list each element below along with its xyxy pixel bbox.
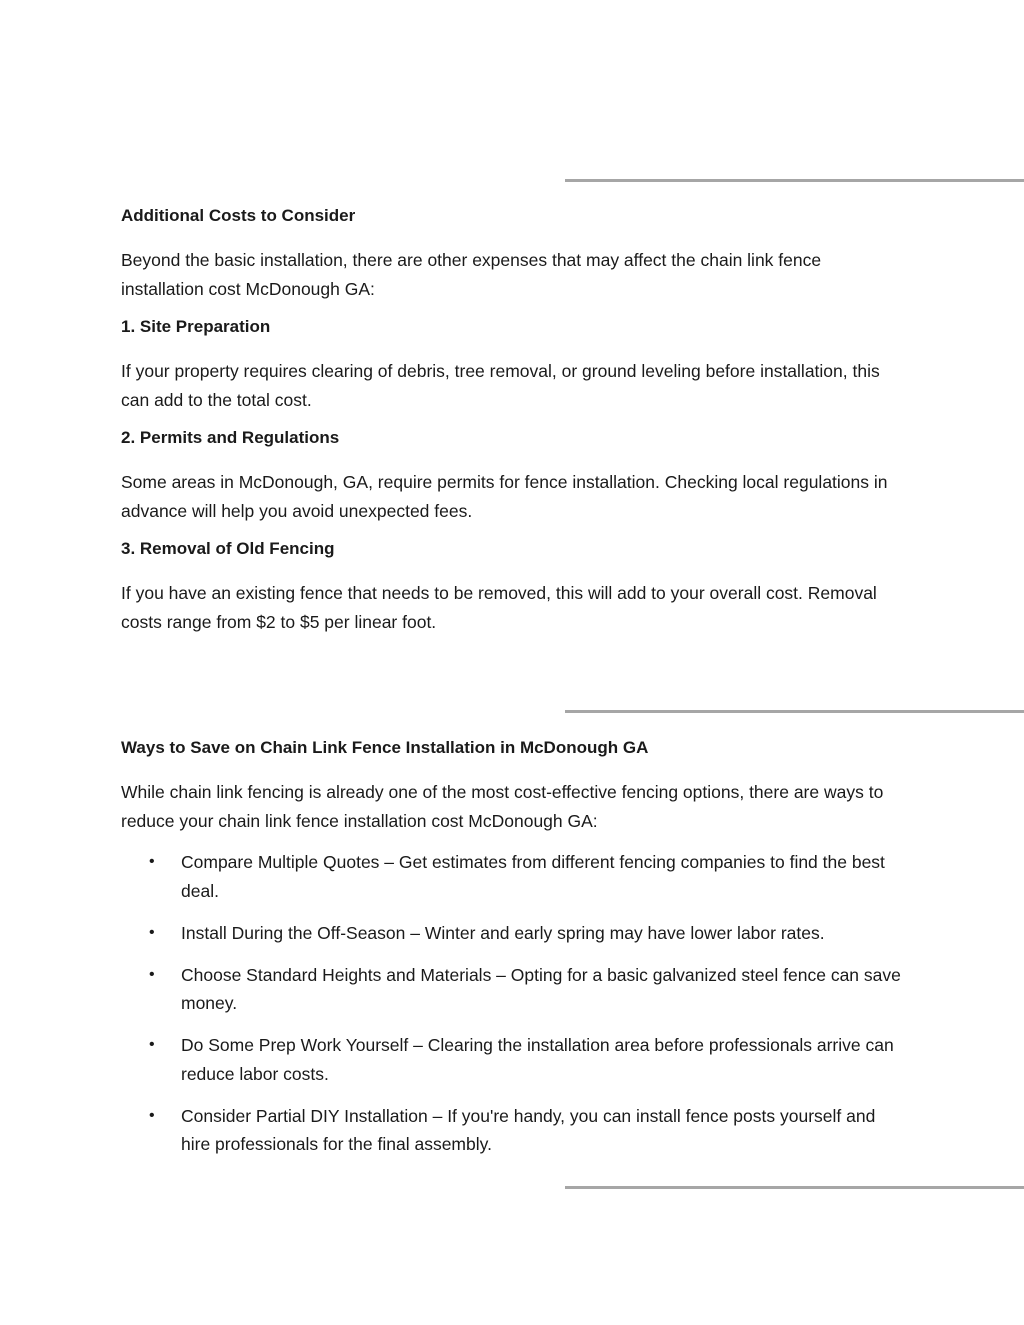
list-item: • Install During the Off-Season – Winter and early spring may have lower labor rates. xyxy=(121,919,906,948)
divider-rule xyxy=(565,1186,1024,1189)
list-item: • Do Some Prep Work Yourself – Clearing the installation area before professionals arrive can reduce labor costs. xyxy=(121,1031,906,1088)
section-additional-costs xyxy=(121,205,906,636)
section-intro: While chain link fencing is already one of the most cost-effective fencing options, there are ways to reduce your chain link fence installation cost McDonough GA: xyxy=(121,782,884,831)
list-item: • Consider Partial DIY Installation – If you're handy, you can install fence posts yourself and hire professionals for the final assembly. xyxy=(121,1102,906,1159)
section-ways-to-save xyxy=(121,737,906,1172)
subheading-permits: 2. Permits and Regulations xyxy=(121,428,340,447)
document-page xyxy=(121,0,906,1325)
section-heading: Additional Costs to Consider xyxy=(121,206,356,225)
section-intro: Beyond the basic installation, there are other expenses that may affect the chain link fence installation cost McDonough GA: xyxy=(121,250,822,299)
paragraph-removal: If you have an existing fence that needs to be removed, this will add to your overall cost. Removal costs range from $2 to $5 per linear foot. xyxy=(121,583,877,632)
paragraph-permits: Some areas in McDonough, GA, require permits for fence installation. Checking local regulations in advance will help you avoid unexpected fees. xyxy=(121,472,888,521)
subheading-site-preparation: 1. Site Preparation xyxy=(121,317,271,336)
divider-rule xyxy=(565,179,1024,182)
list-item: • Choose Standard Heights and Materials – Opting for a basic galvanized steel fence can save money. xyxy=(121,961,906,1018)
subheading-removal: 3. Removal of Old Fencing xyxy=(121,539,335,558)
paragraph-site-preparation: If your property requires clearing of debris, tree removal, or ground leveling before installation, this can add to the total cost. xyxy=(121,361,880,410)
section-heading: Ways to Save on Chain Link Fence Installation in McDonough GA xyxy=(121,738,649,757)
divider-rule xyxy=(565,710,1024,713)
list-item: • Compare Multiple Quotes – Get estimates from different fencing companies to find the best deal. xyxy=(121,848,906,905)
savings-tips-list xyxy=(121,848,906,1159)
